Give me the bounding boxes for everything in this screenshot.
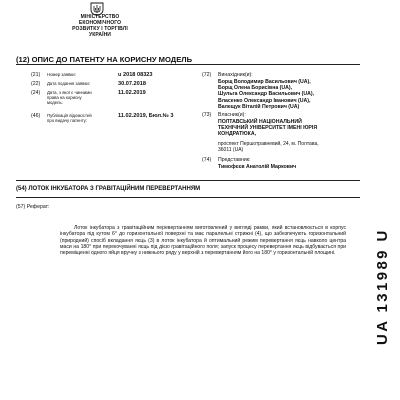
inventor-name: Борщ Володимир Васильович (UA),	[218, 79, 311, 85]
owner-address-line: 36011 (UA)	[218, 147, 244, 153]
field-label: Номер заявки:	[47, 72, 76, 77]
ministry-name	[58, 14, 142, 38]
field-code: (46)	[31, 113, 41, 119]
field-code: (73)	[202, 112, 212, 118]
abstract-heading	[16, 204, 49, 210]
document-title	[16, 55, 192, 64]
divider	[16, 64, 360, 65]
field-label: Публікація відомостей про видачу патенту:	[47, 113, 92, 123]
inventor-name: Шульга Олександр Васильович (UA),	[218, 91, 315, 98]
inventor-name: Валещук Віталій Петрович (UA)	[218, 103, 300, 110]
ministry-line: УКРАЇНИ	[89, 32, 111, 38]
field-value: 11.02.2019, Бюл.№ 3	[118, 113, 174, 119]
ministry-line: РОЗВИТКУ І ТОРГІВЛІ	[72, 26, 128, 32]
document-title-text: ОПИС ДО ПАТЕНТУ НА КОРИСНУ МОДЕЛЬ	[31, 55, 193, 64]
field-value: 30.07.2018	[118, 81, 146, 87]
owner-address	[218, 141, 319, 153]
owner-name-line: КОНДРАТЮКА,	[218, 131, 257, 138]
inventors-list	[218, 79, 314, 110]
field-label: Дата подання заявки:	[47, 81, 90, 86]
field-code: (22)	[31, 81, 41, 87]
inventors-label: Винахідник(и):	[218, 72, 253, 78]
field-value: 11.02.2019	[118, 90, 146, 96]
divider	[16, 180, 360, 181]
publication-number-text: UA 131989 U	[374, 228, 391, 345]
abstract-text: Лоток інкубатора з гравітаційним перевертанням виготовлений у вигляді рамки, який встановлюється в корпус інкубатора під кутом 6° до горизонтальної поверхні та має паралельні стрижні (4), що забезпечують горизонтальний (природний) спосіб вкладання яєць (3) в лоток інкубатора й оптимальний режим перевертання яєць навколо центра маси на 180° при перекочуванні яєць під дією гравітаційного поля; запуск процесу перевертання яєць відбувається при перемiщенні одного яйця вручну з нижнього ряду у верхній з перевертанням його на 180° у горизонтальній площині.	[60, 225, 346, 256]
subject-code: (54)	[16, 186, 27, 192]
ministry-line: МІНІСТЕРСТВО	[80, 14, 120, 20]
field-code: (72)	[202, 72, 212, 78]
field-code: (24)	[31, 90, 41, 96]
document-code: (12)	[16, 55, 30, 64]
field-code: (74)	[202, 157, 212, 163]
field-value: u 2018 08323	[118, 72, 153, 78]
abstract-code: (57)	[16, 204, 26, 210]
utility-model-title	[16, 186, 200, 192]
representative-name: Тимофєєв Анатолій Маркович	[218, 164, 297, 170]
owner-name	[218, 119, 317, 138]
inventor-name: Власенко Олександр Іванович (UA),	[218, 97, 311, 104]
abstract-label: Реферат:	[26, 204, 50, 210]
publication-number-vertical	[360, 150, 400, 350]
representative-label: Представник:	[218, 157, 251, 163]
owner-name-line: ТЕХНІЧНИЙ УНІВЕРСИТЕТ ІМЕНІ ЮРІЯ	[218, 125, 318, 132]
subject-title-text: ЛОТОК ІНКУБАТОРА З ГРАВІТАЦІЙНИМ ПЕРЕВЕРТАННЯМ	[28, 186, 201, 192]
field-code: (21)	[31, 72, 41, 78]
inventor-name: Борщ Олена Борисівна (UA),	[218, 85, 293, 92]
owner-address-line: проспект Першотравневий, 24, м. Полтава,	[218, 141, 319, 147]
owner-label: Власник(и):	[218, 112, 246, 118]
field-label: Дата, з якої є чинними права на корисну модель:	[47, 90, 92, 105]
divider	[16, 197, 360, 198]
owner-name-line: ПОЛТАВСЬКИЙ НАЦІОНАЛЬНИЙ	[218, 119, 302, 125]
ministry-line: ЕКОНОМІЧНОГО	[78, 20, 122, 26]
